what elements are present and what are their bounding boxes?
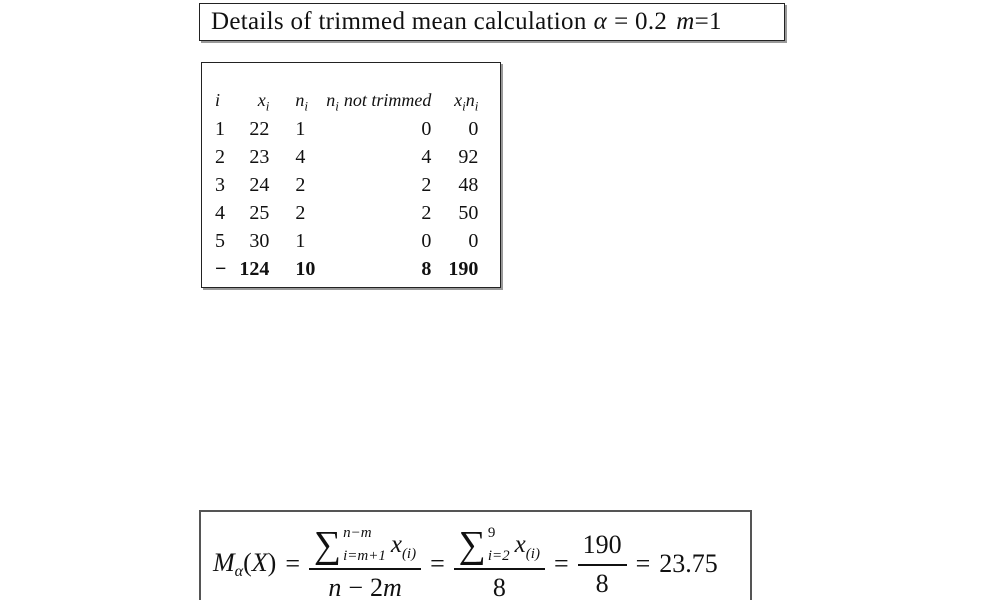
table-row: [202, 171, 478, 199]
cell-ni: 2: [295, 202, 306, 224]
m-symbol: m: [382, 572, 402, 600]
cell-xini: 48: [458, 174, 479, 196]
summation-2-upper: 9: [487, 524, 496, 541]
cell-xini: 92: [458, 146, 479, 168]
table-header-row: [202, 85, 478, 115]
cell-ni: 1: [295, 118, 306, 140]
fraction-1: [309, 525, 421, 600]
minus-sign: −: [348, 572, 363, 600]
fraction-2: [454, 525, 545, 600]
equals-sign: =: [635, 549, 651, 579]
fraction-1-denominator: [328, 570, 401, 600]
header-xi: $x_i$: [257, 90, 270, 114]
M-symbol: M: [213, 547, 235, 577]
formula-lhs: [213, 547, 276, 581]
m-value: =1: [694, 8, 722, 35]
summation-1-limits: [343, 525, 386, 565]
header-i: i: [215, 90, 221, 110]
X-symbol: X: [251, 547, 268, 577]
cell-i: 3: [215, 174, 225, 196]
m-symbol: m: [676, 8, 695, 35]
cell-not-trimmed: 0: [421, 230, 432, 252]
equals-sign: =: [553, 549, 569, 579]
x-order-statistic: $x_{(i)}$: [514, 530, 540, 562]
table-row: [202, 143, 478, 171]
cell-xi: 23: [249, 146, 270, 168]
cell-xi: 25: [249, 202, 270, 224]
equals-sign: =: [285, 549, 300, 579]
cell-xi: 22: [249, 118, 270, 140]
fraction-1-numerator: [309, 525, 421, 570]
alpha-symbol: α: [593, 8, 608, 35]
cell-i: 4: [215, 202, 225, 224]
n-symbol: n: [328, 572, 342, 600]
cell-xini: 50: [458, 202, 479, 224]
sigma-icon: ∑: [458, 523, 486, 566]
total-ni: 10: [295, 258, 316, 280]
cell-not-trimmed: 2: [421, 174, 432, 196]
total-dash: −: [215, 258, 227, 280]
cell-i: 5: [215, 230, 225, 252]
table-row: [202, 115, 478, 143]
total-not-trimmed: 8: [421, 258, 432, 280]
left-paren: (: [243, 547, 252, 577]
title-box: [199, 3, 785, 41]
cell-xini: 0: [468, 118, 479, 140]
cell-xi: 24: [249, 174, 270, 196]
summation-2-limits: [488, 525, 510, 565]
summation-1-lower: i=m+1: [343, 548, 386, 565]
x-order-statistic: $x_{(i)}$: [390, 530, 417, 562]
header-xini: $x_in_i$: [454, 90, 479, 114]
summation-2-lower: i=2: [487, 548, 510, 565]
header-ni: $n_i$: [295, 90, 309, 114]
header-ni-not-trimmed: $n_i$ not trimmed: [326, 90, 432, 114]
table-row: [202, 199, 478, 227]
cell-xi: 30: [249, 230, 270, 252]
cell-i: 1: [215, 118, 225, 140]
cell-ni: 2: [295, 174, 306, 196]
result-value: 23.75: [659, 549, 718, 579]
fraction-3-numerator: 190: [578, 529, 627, 565]
formula-box: [199, 510, 752, 600]
title-text: Details of trimmed mean calculation: [211, 8, 587, 35]
coefficient-2: 2: [369, 572, 383, 600]
fraction-2-numerator: [454, 525, 545, 570]
total-xi: 124: [239, 258, 270, 280]
alpha-subscript: α: [234, 562, 244, 580]
cell-ni: 1: [295, 230, 306, 252]
cell-not-trimmed: 2: [421, 202, 432, 224]
cell-ni: 4: [295, 146, 306, 168]
trimmed-mean-table: [202, 85, 478, 283]
table-row: [202, 227, 478, 255]
total-xini: 190: [448, 258, 479, 280]
fraction-2-denominator: 8: [492, 572, 506, 600]
page-title: [211, 8, 722, 36]
cell-not-trimmed: 4: [421, 146, 432, 168]
cell-xini: 0: [468, 230, 479, 252]
summation-1-upper: n−m: [343, 524, 372, 541]
cell-i: 2: [215, 146, 225, 168]
table-box: [201, 62, 501, 288]
cell-not-trimmed: 0: [421, 118, 432, 140]
equals-sign: =: [430, 549, 445, 579]
fraction-3: [578, 529, 627, 598]
sigma-icon: ∑: [313, 523, 342, 566]
table-total-row: [202, 255, 478, 283]
right-paren: ): [267, 547, 277, 577]
fraction-3-denominator: 8: [595, 568, 609, 598]
alpha-value: = 0.2: [614, 8, 668, 35]
